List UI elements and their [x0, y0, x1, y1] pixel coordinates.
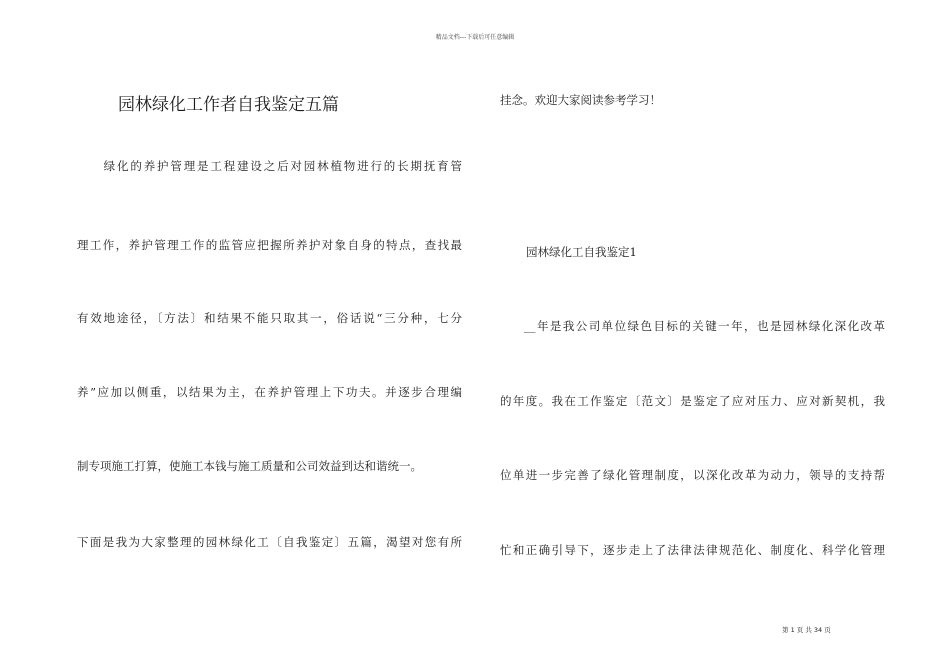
body-line: 挂念。欢迎大家阅读参考学习！	[500, 93, 661, 107]
page-number: 第 1 页 共 34 页	[782, 626, 831, 634]
document-title: 园林绿化工作者自我鉴定五篇	[118, 95, 339, 115]
body-line: 绿化的养护管理是工程建设之后对园林植物进行的长期抚育管	[77, 159, 462, 173]
body-line: 养”应加以侧重，以结果为主，在养护管理上下功夫。并逐步合理编	[77, 385, 462, 399]
section-heading: 园林绿化工自我鉴定1	[526, 245, 637, 259]
body-line: __年是我公司单位绿色目标的关键一年，也是园林绿化深化改革	[524, 319, 885, 333]
body-line: 下面是我为大家整理的园林绿化工〔自我鉴定〕五篇，渴望对您有所	[77, 535, 462, 549]
body-line: 理工作，养护管理工作的监管应把握所养护对象自身的特点，查找最	[77, 238, 462, 252]
body-line: 位单进一步完善了绿化管理制度，以深化改革为动力，领导的支持帮	[500, 468, 885, 482]
body-line: 有效地途径，〔方法〕和结果不能只取其一，俗话说“三分种，七分	[77, 311, 462, 325]
body-line: 的年度。我在工作鉴定〔范文〕是鉴定了应对压力、应对新契机，我	[500, 394, 885, 408]
body-line: 制专项施工打算，使施工本钱与施工质量和公司效益到达和谐统一。	[77, 459, 422, 473]
header-note: 精品文档---下载后可任意编辑	[435, 34, 515, 41]
body-line: 忙和正确引导下，逐步走上了法律法律规范化、制度化、科学化管理	[500, 543, 885, 557]
